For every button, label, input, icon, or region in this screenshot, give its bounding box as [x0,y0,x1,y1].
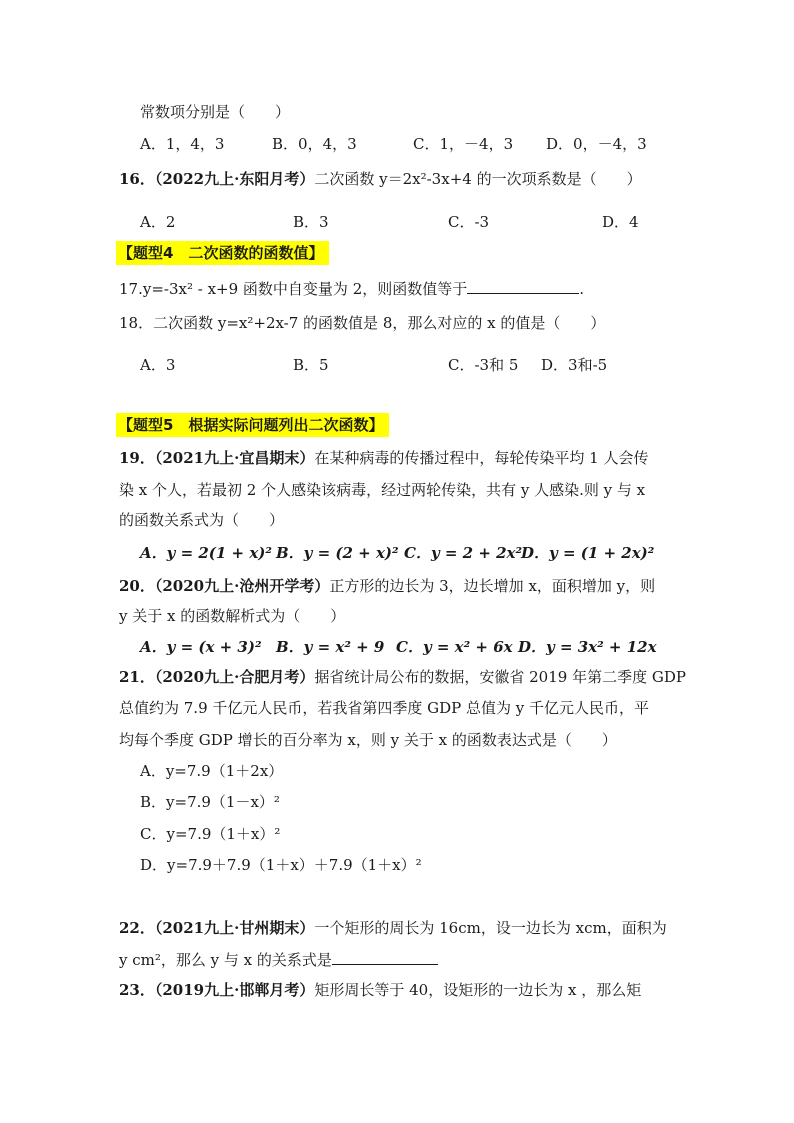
q16-source: （2022九上·东阳月考） [154,170,315,188]
q17-answer-blank [467,277,579,294]
q16-number: 16． [119,170,155,188]
q15-continuation: 常数项分别是（ ） [140,103,291,121]
q15-option-a: A．1，4，3 [140,135,225,153]
q20-line-2: y 关于 x 的函数解析式为（ ） [119,607,346,625]
q21-option-c: C．y=7.9（1＋x）² [140,825,281,843]
q20-option-c: C．y = x² + 6x [396,638,513,656]
q16-option-d: D．4 [602,213,639,231]
question-21: 21．（2020九上·合肥月考）据省统计局公布的数据，安徽省 2019 年第二季度 GDP [119,668,686,686]
q22-line-2: y cm²，那么 y 与 x 的关系式是 [119,948,438,971]
q19-line-3: 的函数关系式为（ ） [119,511,285,529]
question-22: 22．（2021九上·甘州期末）一个矩形的周长为 16cm，设一边长为 xcm，面积为 [119,919,667,937]
q19-option-d: D．y = (1 + 2x)² [521,544,655,562]
question-18: 18．二次函数 y=x²+2x-7 的函数值是 8，那么对应的 x 的值是（ ） [119,314,606,332]
q16-text: 二次函数 y＝2x²-3x+4 的一次项系数是（ ） [314,170,642,188]
q16-option-c: C．-3 [448,213,490,231]
q20-option-a: A．y = (x + 3)² [140,638,262,656]
q21-option-a: A．y=7.9（1＋2x） [140,762,284,780]
q18-option-c: C．-3和 5 [448,356,519,374]
q17-text: 17.y=-3x² - x+9 函数中自变量为 2，则函数值等于 [119,280,468,298]
q18-option-b: B．5 [293,356,329,374]
section-heading-5: 【题型5 根据实际问题列出二次函数】 [116,413,389,437]
q21-line-2: 总值约为 7.9 千亿元人民币，若我省第四季度 GDP 总值为 y 千亿元人民币，平 [119,699,650,717]
q20-option-b: B．y = x² + 9 [276,638,385,656]
q19-option-c: C．y = 2 + 2x² [404,544,523,562]
question-20: 20．（2020九上·沧州开学考）正方形的边长为 3，边长增加 x，面积增加 y，则 [119,577,656,595]
question-17: 17.y=-3x² - x+9 函数中自变量为 2，则函数值等于 . [119,277,584,300]
q19-option-b: B．y = (2 + x)² [276,544,399,562]
q18-option-d: D．3和-5 [541,356,608,374]
question-16 [119,168,642,190]
q22-answer-blank [332,948,438,965]
q15-option-b: B．0，4，3 [272,135,357,153]
q15-option-d: D．0，－4，3 [546,135,647,153]
q18-option-a: A．3 [140,356,176,374]
q21-option-d: D．y=7.9＋7.9（1＋x）＋7.9（1＋x）² [140,856,422,874]
q21-option-b: B．y=7.9（1－x）² [140,793,280,811]
q23-source: （2019九上·邯郸月考） [154,981,315,999]
question-23: 23．（2019九上·邯郸月考）矩形周长等于 40，设矩形的一边长为 x ，那么矩 [119,981,642,999]
q21-source: （2020九上·合肥月考） [154,668,315,686]
section-heading-4: 【题型4 二次函数的函数值】 [116,241,329,265]
q16-option-b: B．3 [293,213,329,231]
q16-option-a: A．2 [140,213,176,231]
question-19: 19．（2021九上·宜昌期末）在某种病毒的传播过程中，每轮传染平均 1 人会传 [119,449,649,467]
q19-line-2: 染 x 个人，若最初 2 个人感染该病毒，经过两轮传染，共有 y 人感染.则 y 与 x [119,481,646,499]
q20-option-d: D．y = 3x² + 12x [518,638,657,656]
q21-line-3: 均每个季度 GDP 增长的百分率为 x，则 y 关于 x 的函数表达式是（ ） [119,731,617,749]
q22-source: （2021九上·甘州期末） [154,919,315,937]
q19-source: （2021九上·宜昌期末） [154,449,315,467]
q19-option-a: A．y = 2(1 + x)² [140,544,272,562]
q20-source: （2020九上·沧州开学考） [154,577,330,595]
q15-option-c: C．1，－4，3 [413,135,514,153]
